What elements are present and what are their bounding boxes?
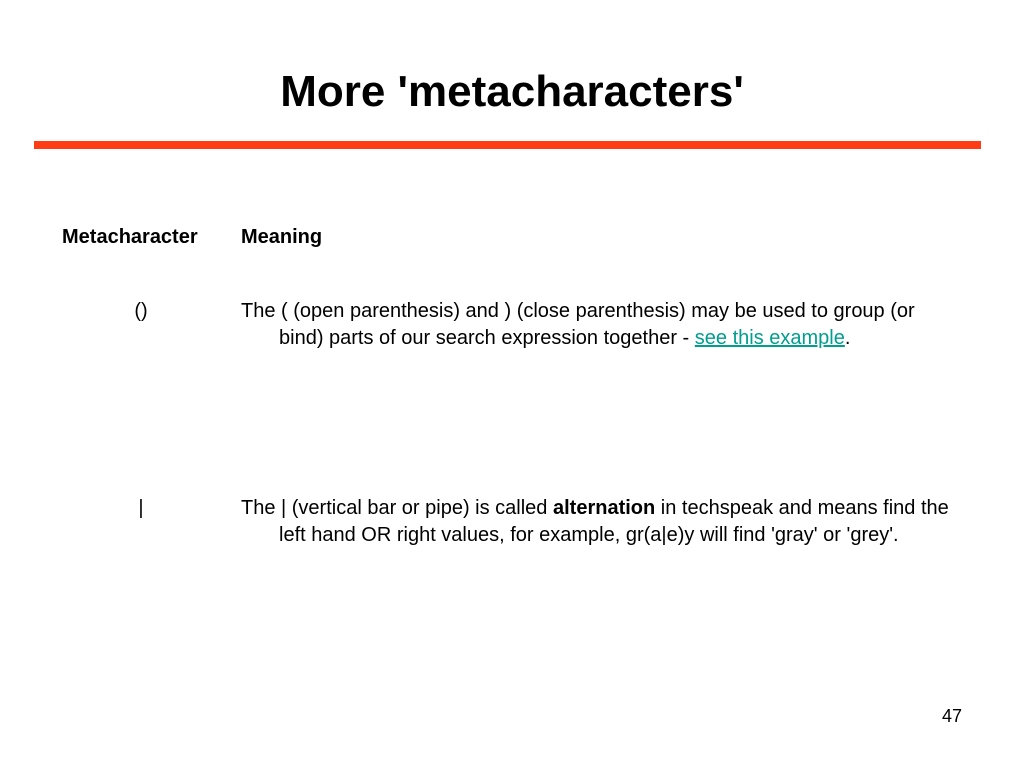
see-this-example-link[interactable]: see this example bbox=[694, 327, 845, 349]
column-header-metacharacter: Metacharacter bbox=[62, 226, 198, 248]
column-header-meaning: Meaning bbox=[241, 226, 323, 248]
row-description-pipe bbox=[241, 495, 951, 549]
row-description-text: The | (vertical bar or pipe) is called bbox=[241, 497, 553, 519]
page-number: 47 bbox=[941, 706, 962, 726]
row-description-parentheses bbox=[241, 298, 951, 352]
alternation-term: alternation bbox=[552, 497, 656, 519]
row-symbol-pipe: | bbox=[138, 497, 144, 519]
row-description-text: . bbox=[844, 327, 851, 349]
slide-title: More 'metacharacters' bbox=[280, 67, 744, 116]
row-description-text: The ( (open parenthesis) and ) (close parenthesis) may be used to group (or bind) parts of our search expression together - bbox=[241, 300, 915, 349]
row-description-text: in techspeak and means find the left hand OR right values, for example, gr(a|e)y will find 'gray' or 'grey'. bbox=[279, 497, 949, 546]
title-divider bbox=[34, 141, 981, 149]
row-symbol-parentheses: () bbox=[134, 300, 148, 322]
